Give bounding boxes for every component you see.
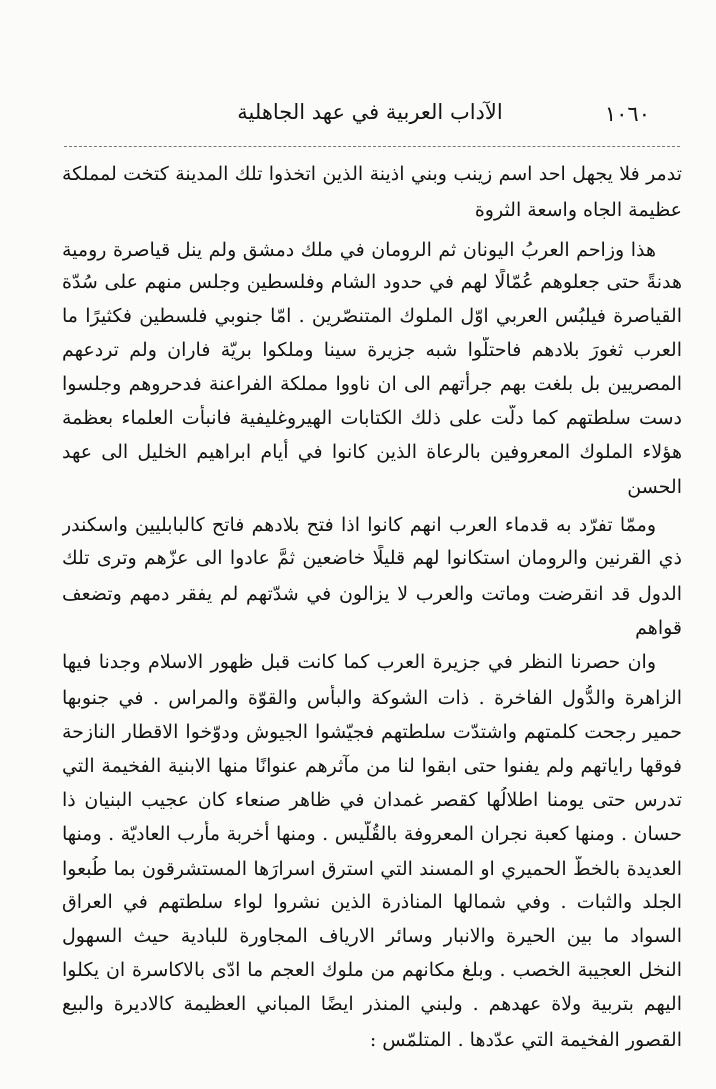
text-line: تدرس حتى يومنا اطلالُها كقصر غمدان في ظاهر صنعاء كان عجيب البنيان ذا: [62, 789, 682, 811]
text-line: الحسن: [627, 476, 682, 498]
text-line: القصور الفخيمة التي عدّدها . المتلمّس :: [369, 1029, 682, 1051]
text-line: الجلد والثبات . وفي شمالها المناذرة الذين نشروا لواء سلطتهم في العراق: [62, 891, 682, 913]
text-line: هذا وزاحم العربُ اليونان ثم الرومان في ملك دمشق ولم ينل قياصرة رومية: [62, 239, 656, 261]
text-line: العرب ثغورَ بلادهم فاحتلُّوا شبه جزيرة سينا وملكوا بريّة فاران ولم تردعهم: [62, 339, 682, 361]
text-line: النخل العجيبة الخصب . وبلغ مكانهم من ملوك العجم ما ادّى بالاكاسرة ان يكلوا: [62, 959, 682, 981]
running-header: [60, 100, 680, 134]
text-line: ذي القرنين والرومان استكانوا لهم قليلًا خاضعين ثمَّ عادوا الى عزّهم وترى تلك: [62, 547, 682, 569]
text-line: هدنةً حتى جعلوهم عُمّالًا لهم في حدود الشام وفلسطين وجلس منهم على سُدّة: [62, 271, 682, 293]
text-line: المصريين بل بلغت بهم جرأتهم الى ان ناووا مملكة الفراعنة فدحروهم وجلسوا: [62, 373, 682, 395]
text-line: هؤلاء الملوك المعروفين بالرعاة الذين كانوا في أيام ابراهيم الخليل الى عهد: [62, 441, 682, 463]
header-rule: [64, 146, 680, 147]
text-line: العديدة بالخطّ الحميري او المسند التي استرق اسرارَها المستشرقون بما طُبعوا: [62, 858, 682, 880]
text-line: فوقها راياتهم ولم يفنوا حتى ابقوا لنا من مآثرهم عنوانًا منها الابنية الفخيمة التي: [62, 755, 682, 777]
text-line: حمير رجحت كلمتهم واشتدّت سلطتهم فجيّشوا الجيوش ودوّخوا الاقطار النازحة: [62, 721, 682, 743]
text-line: السواد ما بين الحيرة والانبار وسائر الارياف المجاورة للبادية حيث السهول: [62, 925, 682, 947]
text-line: اليهم بتربية ولاة عهدهم . ولبني المنذر ايضًا المباني العظيمة كالاديرة والبيع: [62, 993, 682, 1015]
text-line: دست سلطتهم كما دلّت على ذلك الكتابات الهيروغليفية فانبأت العلماء بعظمة: [62, 407, 682, 429]
text-line: الدول قد انقرضت وماتت والعرب لا يزالون في شدّتهم لم يفقر دمهم وتضعف: [62, 583, 682, 605]
running-title: الآداب العربية في عهد الجاهلية: [237, 100, 503, 124]
page-number: ١٠٦٠: [604, 102, 650, 126]
text-line: حسان . ومنها كعبة نجران المعروفة بالقُلَّيس . ومنها أخربة مأرب العاديّة . ومنها: [62, 823, 682, 845]
text-line: وممّا تفرّد به قدماء العرب انهم كانوا اذا فتح بلادهم فاتح كالبابليين واسكندر: [62, 514, 656, 536]
text-line: القياصرة فيلبُس العربي اوّل الملوك المتنصّرين . امّا جنوبي فلسطين فكثيرًا ما: [62, 305, 682, 327]
text-line: الزاهرة والدُّول الفاخرة . ذات الشوكة والبأس والقوّة والمراس . في جنوبها: [62, 687, 682, 709]
text-line: تدمر فلا يجهل احد اسم زينب وبني اذينة الذين اتخذوا تلك المدينة كتخت لمملكة: [62, 163, 682, 185]
text-line: وان حصرنا النظر في جزيرة العرب كما كانت قبل ظهور الاسلام وجدنا فيها: [62, 651, 656, 673]
text-line: قواهم: [635, 617, 682, 639]
text-line: عظيمة الجاه واسعة الثروة: [474, 199, 682, 221]
